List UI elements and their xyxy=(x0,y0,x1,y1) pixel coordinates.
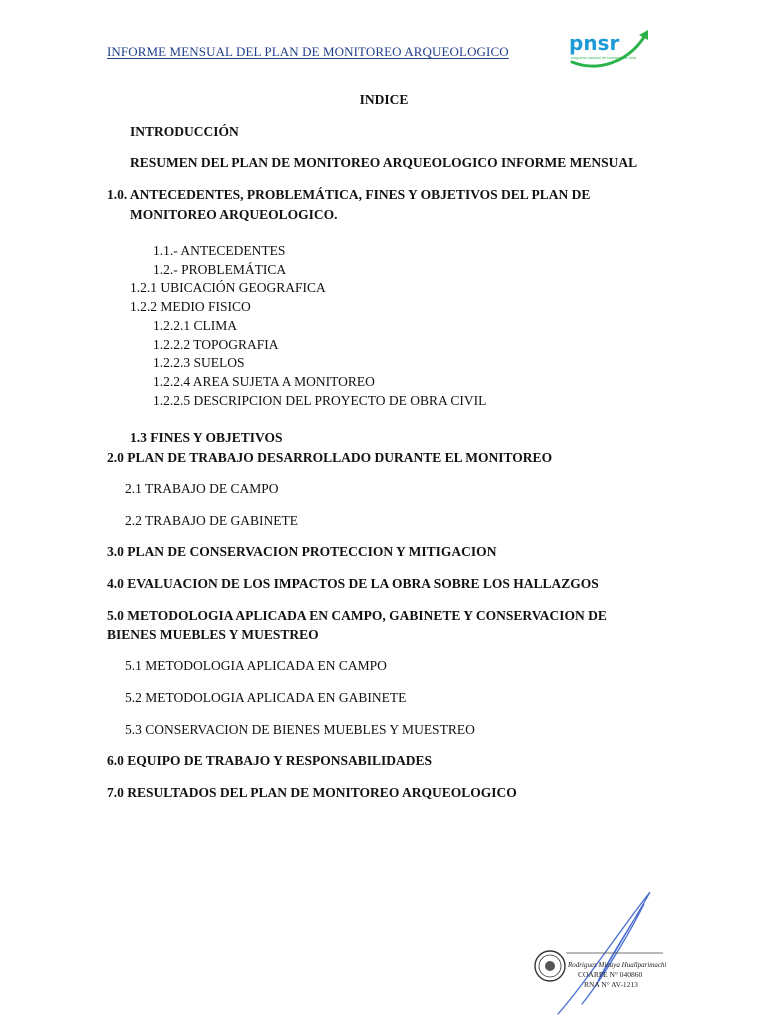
toc-section-4: 4.0 EVALUACION DE LOS IMPACTOS DE LA OBRA SOBRE LOS HALLAZGOS xyxy=(107,576,599,591)
toc-5-1: 5.1 METODOLOGIA APLICADA EN CAMPO xyxy=(125,658,387,673)
logo-tagline: programa nacional de saneamiento rural xyxy=(571,56,637,60)
toc-1-3: 1.3 FINES Y OBJETIVOS xyxy=(130,430,283,445)
stamp-name: Rodriguez Minaya Huallparimachi xyxy=(568,961,667,969)
toc-section-6: 6.0 EQUIPO DE TRABAJO Y RESPONSABILIDADES xyxy=(107,753,433,768)
toc-1-2-2-4: 1.2.2.4 AREA SUJETA A MONITOREO xyxy=(153,374,375,389)
toc-1-1: 1.1.- ANTECEDENTES xyxy=(153,243,286,258)
toc-2-2: 2.2 TRABAJO DE GABINETE xyxy=(125,513,298,528)
toc-introduccion: INTRODUCCIÓN xyxy=(130,124,239,139)
stamp-rna: RNA N° AV-1213 xyxy=(584,980,638,989)
stamp-coarpe: COARPE N° 040860 xyxy=(578,970,643,979)
toc-section-1-line-2: MONITOREO ARQUEOLOGICO. xyxy=(130,207,338,222)
toc-section-3: 3.0 PLAN DE CONSERVACION PROTECCION Y MITIGACION xyxy=(107,544,497,559)
toc-1-2: 1.2.- PROBLEMÁTICA xyxy=(153,262,287,277)
toc-section-5-line-1: 5.0 METODOLOGIA APLICADA EN CAMPO, GABINETE Y CONSERVACION DE xyxy=(107,608,607,623)
seal-icon xyxy=(535,951,565,981)
index-title: INDICE xyxy=(359,92,409,107)
logo-text: pnsr xyxy=(569,31,620,55)
toc-1-2-1: 1.2.1 UBICACIÓN GEOGRAFICA xyxy=(130,280,326,295)
toc-5-2: 5.2 METODOLOGIA APLICADA EN GABINETE xyxy=(125,690,407,705)
toc-1-2-2: 1.2.2 MEDIO FISICO xyxy=(130,299,251,314)
toc-1-2-2-3: 1.2.2.3 SUELOS xyxy=(153,355,245,370)
signature-stamp xyxy=(528,886,688,1016)
toc-1-2-2-1: 1.2.2.1 CLIMA xyxy=(153,318,237,333)
toc-section-2: 2.0 PLAN DE TRABAJO DESARROLLADO DURANTE EL MONITOREO xyxy=(107,450,553,465)
toc-1-2-2-5: 1.2.2.5 DESCRIPCION DEL PROYECTO DE OBRA CIVIL xyxy=(153,393,487,408)
toc-resumen: RESUMEN DEL PLAN DE MONITOREO ARQUEOLOGICO INFORME MENSUAL xyxy=(130,155,638,170)
toc-section-5-line-2: BIENES MUEBLES Y MUESTREO xyxy=(107,627,319,642)
toc-2-1: 2.1 TRABAJO DE CAMPO xyxy=(125,481,279,496)
toc-5-3: 5.3 CONSERVACION DE BIENES MUEBLES Y MUESTREO xyxy=(125,722,475,737)
toc-section-7: 7.0 RESULTADOS DEL PLAN DE MONITOREO ARQUEOLOGICO xyxy=(107,785,517,800)
header-title: INFORME MENSUAL DEL PLAN DE MONITOREO ARQUEOLOGICO xyxy=(107,44,509,59)
toc-1-2-2-2: 1.2.2.2 TOPOGRAFIA xyxy=(153,337,279,352)
pnsr-logo xyxy=(566,24,656,72)
toc-section-1-line-1: 1.0. ANTECEDENTES, PROBLEMÁTICA, FINES Y OBJETIVOS DEL PLAN DE xyxy=(107,187,591,202)
